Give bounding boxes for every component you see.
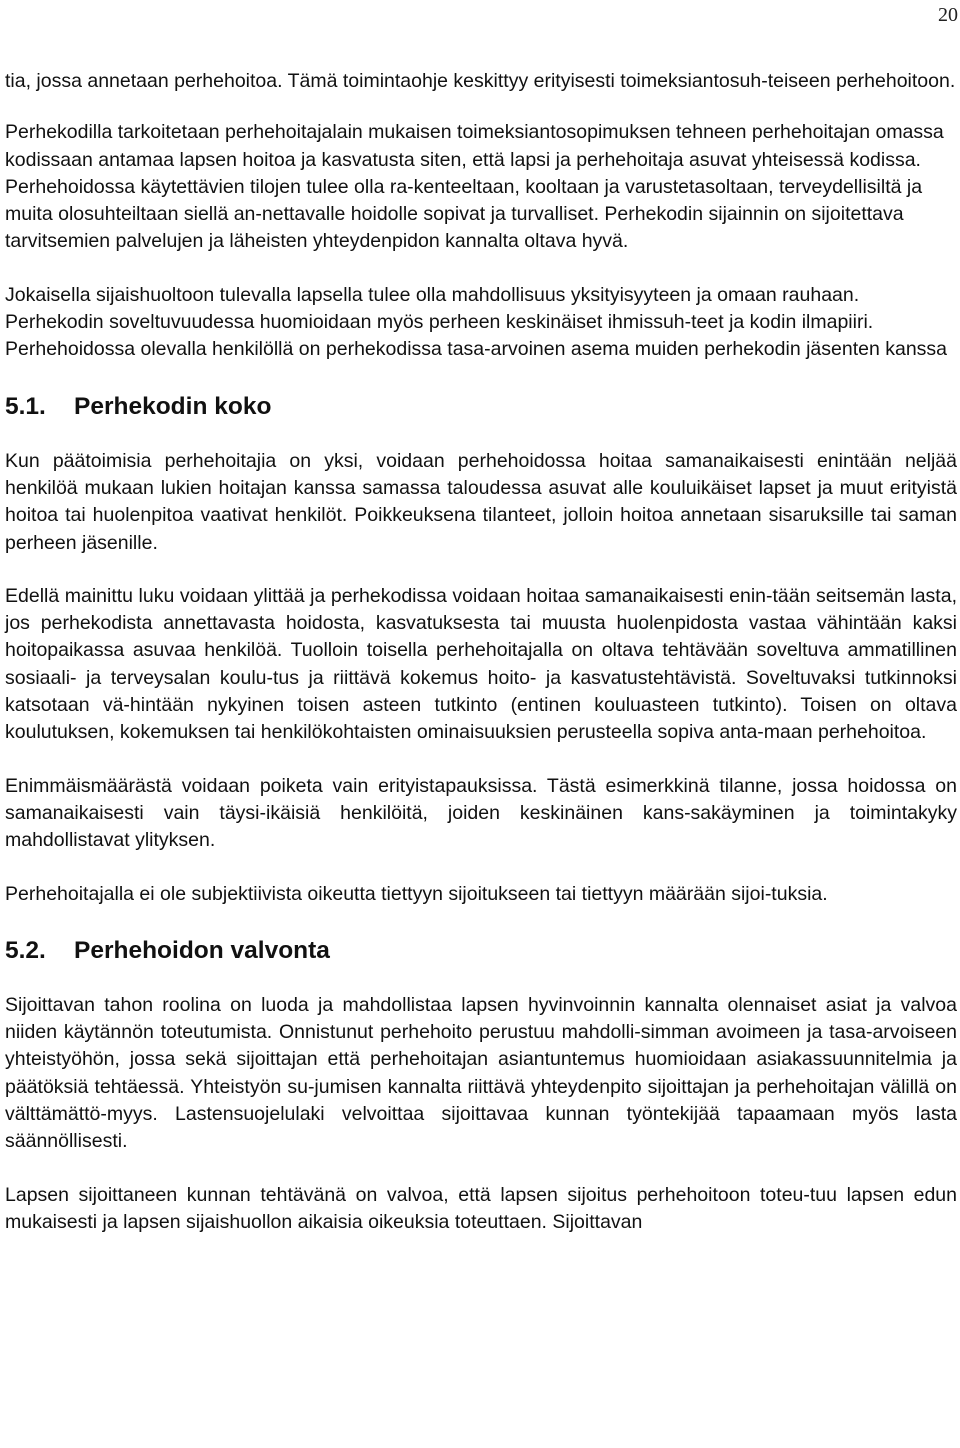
document-body [5, 68, 957, 1262]
section-number: 5.2. [5, 936, 46, 964]
paragraph-5-1-4: Perhehoitajalla ei ole subjektiivista oikeutta tiettyyn sijoitukseen tai tiettyyn määrään sijoi-tuksia. [5, 882, 828, 905]
paragraph-5-2-1: Sijoittavan tahon roolina on luoda ja mahdollistaa lapsen hyvinvoinnin kannalta olennaiset asiat ja valvoa niiden käytännön toteutumista. Onnistunut perhehoito perustuu mahdolli-simman avoimeen ja tasa-arvoiseen yhteistyöhön, jossa sekä sijoittajan että perhehoitajan asiantuntemus huomioidaan asiakassuunnitelmia ja päätöksiä tehtäessä. Yhteistyön su-jumisen kannalta riittävä yhteydenpito sijoittajan ja perhehoitajan välillä on välttämättö-myys. Lastensuojelulaki velvoittaa sijoittavaa kunnan työntekijää tapaamaan myös lasta säännöllisesti. [5, 993, 957, 1153]
paragraph-5-2-2: Lapsen sijoittaneen kunnan tehtävänä on valvoa, että lapsen sijoitus perhehoitoon toteu-tuu lapsen edun mukaisesti ja lapsen sijaishuollon aikaisia oikeuksia toteuttaen. Sijoittavan [5, 1183, 957, 1233]
section-heading-5-1 [5, 392, 957, 422]
paragraph-intro-2: Perhekodilla tarkoitetaan perhehoitajalain mukaisen toimeksiantosopimuksen tehneen perhehoitajan omassa kodissaan antamaa lapsen hoitoa ja kasvatusta siten, että lapsi ja perhehoitaja asuvat yhteisessä kodissa. Perhehoidossa käytettävien tilojen tulee olla ra-kenteeltaan, kooltaan ja varustetasoltaan, terveydellisiltä ja muita olosuhteiltaan siellä an-nettavalle hoidolle sopivat ja turvalliset. Perhekodin sijainnin on sijoitettava tarvitsemien palvelujen ja läheisten yhteydenpidon kannalta oltava hyvä. [5, 121, 944, 253]
section-title: Perhehoidon valvonta [74, 936, 330, 964]
paragraph-5-1-2: Edellä mainittu luku voidaan ylittää ja perhekodissa voidaan hoitaa samanaikaisesti enin-tään seitsemän lasta, jos perhekodista annettavasta hoidosta, kasvatuksesta tai muusta huolenpidosta vastaa vähintään kaksi hoitopaikassa asuvaa henkilöä. Tuolloin toisella perhehoitajalla on oltava tehtävään soveltuva ammatillinen sosiaali- ja terveysalan koulu-tus ja riittävä kokemus hoito- ja kasvatustehtävistä. Soveltuvaksi tutkinnoksi katsotaan vä-hintään nykyinen toisen asteen tutkinto (entinen kouluasteen tutkinto). Toisen on oltava koulutuksen, kokemuksen tai henkilökohtaisten ominaisuuksien perusteella sopiva anta-maan perhehoitoa. [5, 584, 957, 744]
section-number: 5.1. [5, 392, 46, 420]
paragraph-5-1-3: Enimmäismäärästä voidaan poiketa vain erityistapauksissa. Tästä esimerkkinä tilanne, jossa hoidossa on samanaikaisesti vain täysi-ikäisiä henkilöitä, joiden keskinäinen kans-sakäyminen ja toimintakyky mahdollistavat ylityksen. [5, 774, 957, 852]
paragraph-intro-1: tia, jossa annetaan perhehoitoa. Tämä toimintaohje keskittyy erityisesti toimeksiantosuh-teiseen perhehoitoon. [5, 70, 956, 92]
page-number: 20 [938, 4, 958, 26]
section-title: Perhekodin koko [74, 392, 272, 420]
paragraph-intro-3: Jokaisella sijaishuoltoon tulevalla lapsella tulee olla mahdollisuus yksityisyyteen ja omaan rauhaan. Perhekodin soveltuvuudessa huomioidaan myös perheen keskinäiset ihmissuh-teet ja kodin ilmapiiri. Perhehoidossa olevalla henkilöllä on perhekodissa tasa-arvoinen asema muiden perhekodin jäsenten kanssa [5, 283, 948, 361]
section-heading-5-2 [5, 936, 957, 966]
paragraph-5-1-1: Kun päätoimisia perhehoitajia on yksi, voidaan perhehoidossa hoitaa samanaikaisesti enintään neljää henkilöä mukaan lukien hoitajan kanssa samassa taloudessa asuvat alle kouluikäiset lapset ja muut erityistä hoitoa tai huolenpitoa vaativat henkilöt. Poikkeuksena tilanteet, jolloin hoitoa annetaan sisaruksille tai saman perheen jäsenille. [5, 449, 957, 554]
